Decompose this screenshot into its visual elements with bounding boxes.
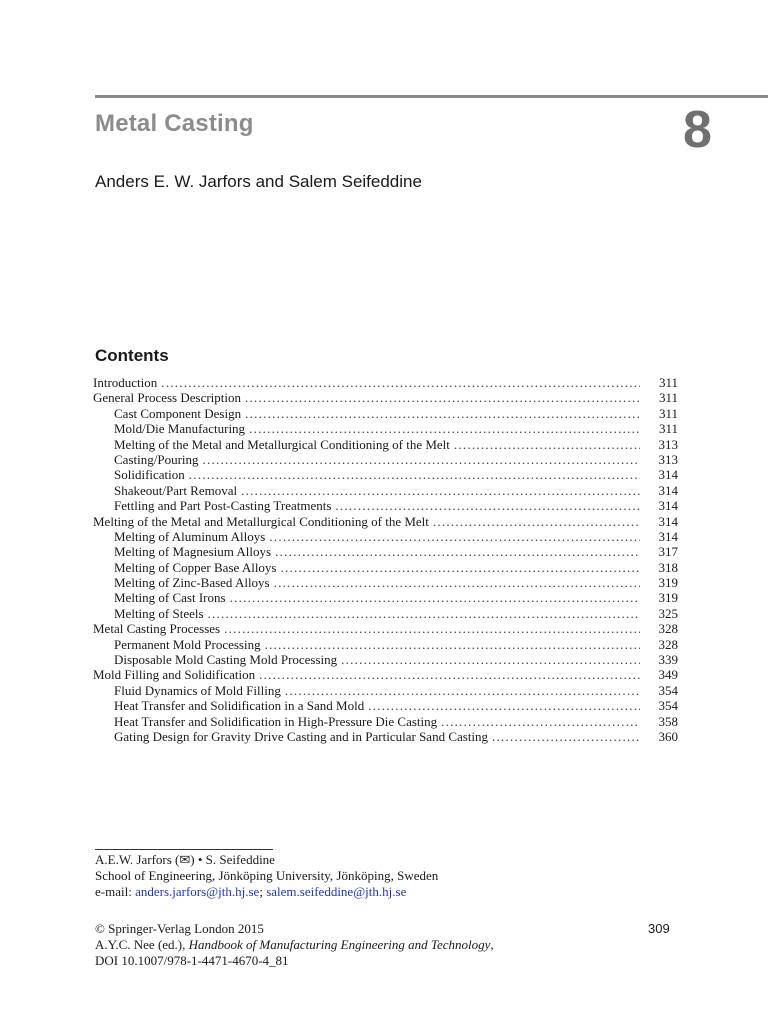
toc-entry[interactable] bbox=[93, 483, 678, 498]
toc-dot-leader bbox=[341, 652, 640, 667]
toc-entry-page: 313 bbox=[658, 436, 678, 452]
toc-entry-page: 325 bbox=[658, 605, 678, 621]
email-separator: ; bbox=[259, 884, 267, 899]
toc-entry-title: Introduction bbox=[93, 375, 158, 390]
toc-entry[interactable] bbox=[93, 606, 678, 621]
citation-book-title: Handbook of Manufacturing Engineering and Technology bbox=[188, 937, 491, 952]
toc-entry-page: 314 bbox=[658, 467, 678, 483]
toc-dot-leader bbox=[189, 467, 640, 482]
toc-entry-title: Mold Filling and Solidification bbox=[93, 667, 256, 683]
toc-entry-page: 314 bbox=[658, 498, 678, 514]
toc-entry-title: Melting of the Metal and Metallurgical Conditioning of the Melt bbox=[114, 436, 450, 452]
contents-heading: Contents bbox=[95, 346, 169, 365]
toc-entry[interactable] bbox=[93, 375, 678, 390]
doi-line: DOI 10.1007/978-1-4471-4670-4_81 bbox=[95, 953, 289, 968]
toc-dot-leader bbox=[245, 406, 640, 421]
toc-entry[interactable] bbox=[93, 590, 678, 605]
toc-entry-page: 354 bbox=[658, 682, 678, 698]
toc-dot-leader bbox=[161, 375, 640, 390]
toc-entry-title: Gating Design for Gravity Drive Casting and in Particular Sand Casting bbox=[114, 728, 489, 744]
toc-entry[interactable] bbox=[93, 637, 678, 652]
toc-dot-leader bbox=[269, 529, 640, 544]
toc-dot-leader bbox=[368, 698, 640, 713]
toc-entry-title: Melting of Zinc-Based Alloys bbox=[114, 575, 270, 591]
toc-dot-leader bbox=[275, 544, 640, 559]
toc-entry-title: Permanent Mold Processing bbox=[114, 636, 261, 652]
toc-dot-leader bbox=[203, 452, 640, 467]
toc-entry-title: Metal Casting Processes bbox=[93, 621, 221, 637]
toc-dot-leader bbox=[249, 421, 640, 436]
toc-dot-leader bbox=[265, 637, 640, 652]
toc-entry-page: 314 bbox=[658, 528, 678, 544]
toc-entry-title: Mold/Die Manufacturing bbox=[114, 421, 246, 437]
toc-entry-page: 328 bbox=[658, 636, 678, 652]
toc-entry-page: 349 bbox=[658, 667, 678, 683]
email-link-seifeddine[interactable]: salem.seifeddine@jth.hj.se bbox=[266, 884, 407, 899]
copyright-line: © Springer-Verlag London 2015 bbox=[95, 921, 264, 936]
toc-dot-leader bbox=[433, 514, 640, 529]
toc-entry-title: Melting of the Metal and Metallurgical Conditioning of the Melt bbox=[93, 513, 429, 529]
footnote-rule bbox=[95, 849, 273, 850]
toc-entry-page: 314 bbox=[658, 482, 678, 498]
email-link-jarfors[interactable]: anders.jarfors@jth.hj.se bbox=[135, 884, 260, 899]
toc-entry-title: Melting of Steels bbox=[114, 605, 204, 621]
toc-entry-page: 311 bbox=[658, 405, 678, 421]
toc-entry-title: Melting of Magnesium Alloys bbox=[114, 544, 272, 560]
toc-entry-page: 313 bbox=[658, 451, 678, 467]
toc-dot-leader bbox=[285, 683, 640, 698]
toc-entry-title: Heat Transfer and Solidification in High-Pressure Die Casting bbox=[114, 713, 438, 729]
toc-dot-leader bbox=[274, 575, 640, 590]
toc-entry-title: Cast Component Design bbox=[114, 405, 242, 421]
toc-dot-leader bbox=[335, 498, 640, 513]
toc-entry-title: Melting of Cast Irons bbox=[114, 590, 226, 606]
toc-entry[interactable] bbox=[93, 652, 678, 667]
toc-entry-title: Fluid Dynamics of Mold Filling bbox=[114, 682, 281, 698]
toc-entry[interactable] bbox=[93, 390, 678, 405]
toc-entry-title: Heat Transfer and Solidification in a Sand Mold bbox=[114, 698, 365, 714]
toc-entry[interactable] bbox=[93, 498, 678, 513]
toc-entry-page: 311 bbox=[658, 421, 678, 437]
toc-entry-page: 317 bbox=[658, 544, 678, 560]
toc-entry[interactable] bbox=[93, 667, 678, 682]
toc-entry[interactable] bbox=[93, 729, 678, 744]
toc-dot-leader bbox=[454, 437, 640, 452]
citation-line bbox=[95, 937, 494, 953]
toc-entry-title: Melting of Copper Base Alloys bbox=[114, 559, 277, 575]
toc-entry[interactable] bbox=[93, 452, 678, 467]
table-of-contents bbox=[93, 375, 678, 744]
toc-entry[interactable] bbox=[93, 683, 678, 698]
toc-entry-page: 354 bbox=[658, 698, 678, 714]
toc-dot-leader bbox=[245, 390, 640, 405]
toc-dot-leader bbox=[224, 621, 640, 636]
toc-entry[interactable] bbox=[93, 529, 678, 544]
toc-entry[interactable] bbox=[93, 467, 678, 482]
header-rule bbox=[95, 95, 768, 98]
toc-entry[interactable] bbox=[93, 437, 678, 452]
toc-entry-title: Fettling and Part Post-Casting Treatments bbox=[114, 498, 332, 514]
toc-entry[interactable] bbox=[93, 560, 678, 575]
toc-entry[interactable] bbox=[93, 575, 678, 590]
chapter-number: 8 bbox=[683, 101, 712, 159]
toc-entry-page: 311 bbox=[658, 375, 678, 390]
toc-dot-leader bbox=[281, 560, 641, 575]
email-label: e-mail: bbox=[95, 884, 136, 899]
toc-dot-leader bbox=[208, 606, 640, 621]
citation-suffix: , bbox=[490, 937, 494, 952]
toc-entry-page: 319 bbox=[658, 590, 678, 606]
toc-entry-page: 328 bbox=[658, 621, 678, 637]
chapter-title: Metal Casting bbox=[95, 110, 254, 137]
footnote-email-line bbox=[95, 884, 406, 900]
toc-entry[interactable] bbox=[93, 698, 678, 713]
toc-entry-page: 314 bbox=[658, 513, 678, 529]
toc-entry-title: Melting of Aluminum Alloys bbox=[114, 528, 266, 544]
citation-editor: A.Y.C. Nee (ed.), bbox=[95, 937, 189, 952]
toc-dot-leader bbox=[492, 729, 640, 744]
toc-entry-title: Solidification bbox=[114, 467, 185, 483]
toc-entry[interactable] bbox=[93, 714, 678, 729]
toc-entry-page: 360 bbox=[658, 728, 678, 744]
toc-entry-title: Shakeout/Part Removal bbox=[114, 482, 238, 498]
toc-entry[interactable] bbox=[93, 514, 678, 529]
toc-dot-leader bbox=[241, 483, 640, 498]
footnote-authors: A.E.W. Jarfors (✉) • S. Seifeddine bbox=[95, 852, 275, 867]
toc-dot-leader bbox=[259, 667, 640, 682]
toc-entry[interactable] bbox=[93, 421, 678, 436]
toc-dot-leader bbox=[230, 590, 640, 605]
toc-entry-page: 358 bbox=[658, 713, 678, 729]
toc-entry[interactable] bbox=[93, 544, 678, 559]
toc-entry-page: 311 bbox=[658, 390, 678, 406]
chapter-authors: Anders E. W. Jarfors and Salem Seifeddine bbox=[95, 172, 422, 191]
page-number: 309 bbox=[648, 921, 670, 936]
footnote-affiliation: School of Engineering, Jönköping University, Jönköping, Sweden bbox=[95, 868, 439, 883]
toc-entry-page: 339 bbox=[658, 652, 678, 668]
toc-entry[interactable] bbox=[93, 406, 678, 421]
toc-entry-title: Disposable Mold Casting Mold Processing bbox=[114, 652, 338, 668]
toc-entry-title: Casting/Pouring bbox=[114, 451, 199, 467]
toc-entry-page: 319 bbox=[658, 575, 678, 591]
toc-entry-title: General Process Description bbox=[93, 390, 242, 406]
toc-entry-page: 318 bbox=[658, 559, 678, 575]
toc-dot-leader bbox=[441, 714, 640, 729]
toc-entry[interactable] bbox=[93, 621, 678, 636]
